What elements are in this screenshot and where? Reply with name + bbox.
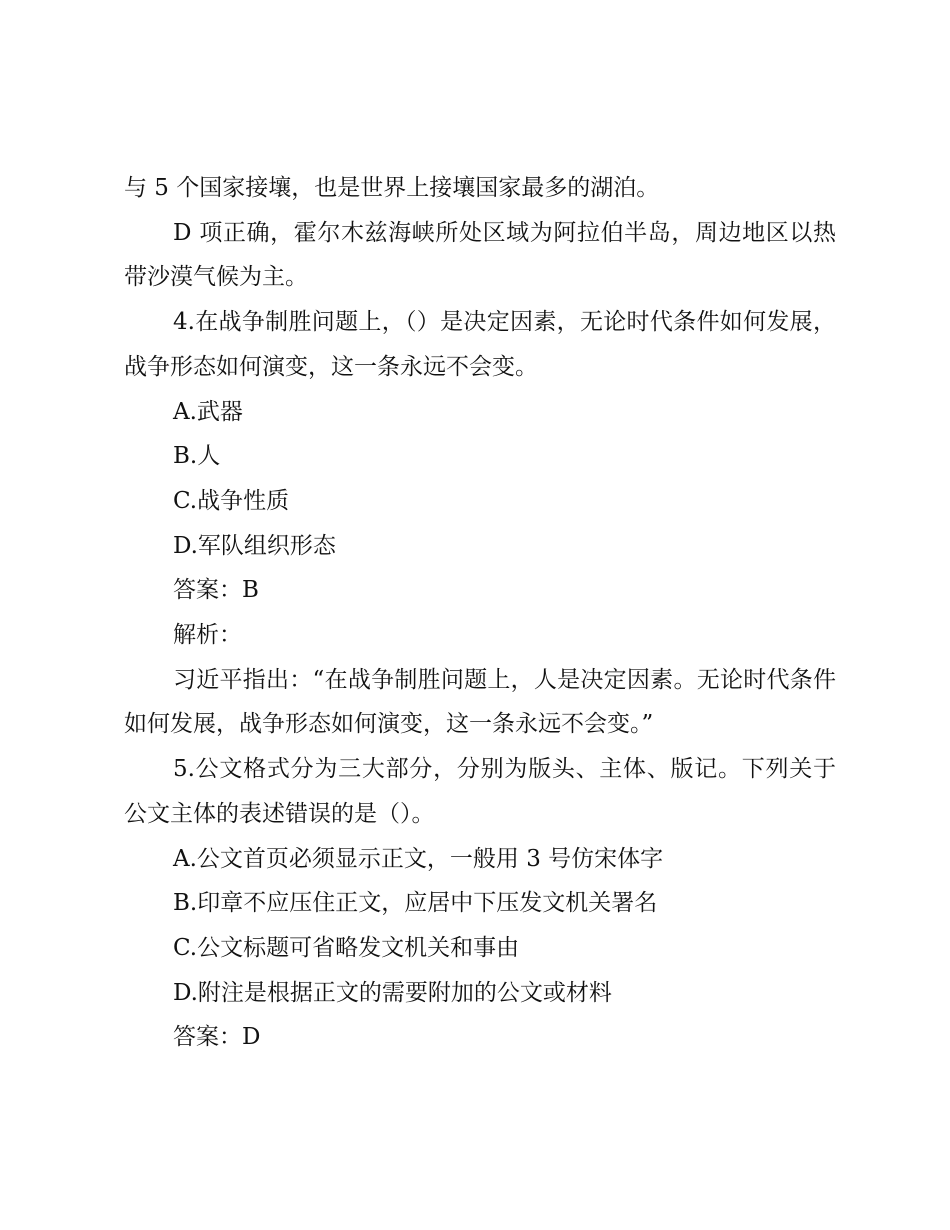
question-4-stem: 4.在战争制胜问题上，（）是决定因素，无论时代条件如何发展，战争形态如何演变，这一条永远不会变。 [124, 309, 836, 380]
question-5-option-b: B.印章不应压住正文，应居中下压发文机关署名 [173, 890, 658, 917]
question-4-answer: 答案：B [173, 577, 259, 604]
question-4-option-b: B.人 [173, 443, 221, 470]
question-4-option-a: A.武器 [173, 398, 243, 425]
paragraph-option-d-explanation: D 项正确，霍尔木兹海峡所处区域为阿拉伯半岛，周边地区以热带沙漠气候为主。 [124, 219, 836, 291]
question-5-option-d: D.附注是根据正文的需要附加的公文或材料 [173, 979, 612, 1006]
question-4-analysis-text: 习近平指出：“在战争制胜问题上，人是决定因素。无论时代条件如何发展，战争形态如何演变，这一条永远不会变。” [124, 666, 836, 738]
question-5-answer: 答案：D [173, 1024, 261, 1051]
question-5-stem: 5.公文格式分为三大部分，分别为版头、主体、版记。下列关于公文主体的表述错误的是（）。 [124, 756, 836, 827]
document-body [124, 166, 836, 1060]
question-4-analysis-label: 解析： [173, 622, 242, 649]
question-5-option-a: A.公文首页必须显示正文，一般用 3 号仿宋体字 [173, 845, 664, 872]
question-4-option-c: C.战争性质 [173, 487, 290, 514]
question-5-option-c: C.公文标题可省略发文机关和事由 [173, 934, 520, 961]
question-4-option-d: D.军队组织形态 [173, 532, 336, 559]
paragraph-continuation: 与 5 个国家接壤，也是世界上接壤国家最多的湖泊。 [124, 175, 660, 201]
